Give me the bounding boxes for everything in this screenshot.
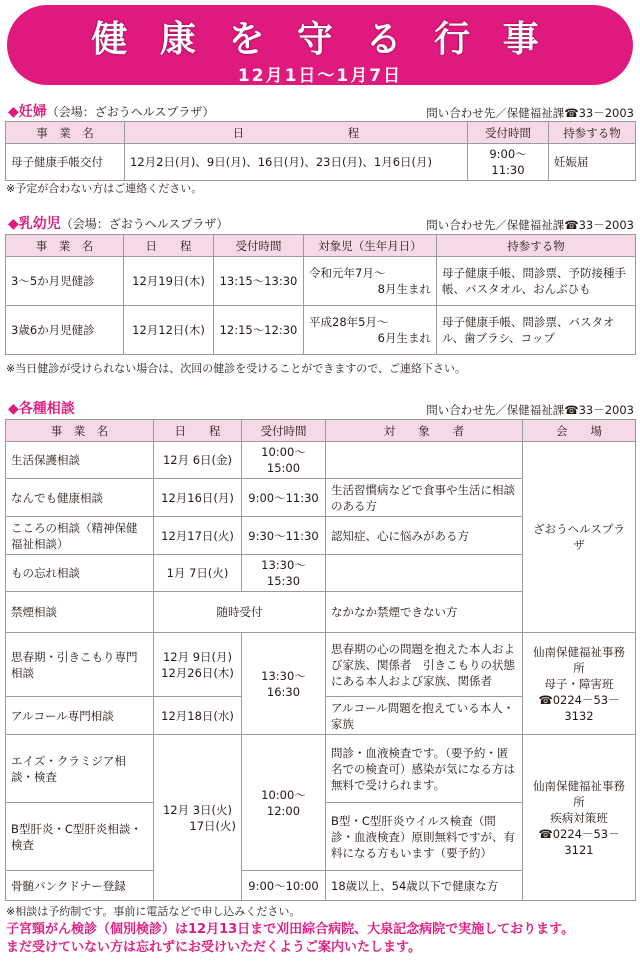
- infant-table: [5, 234, 636, 355]
- section-pregnancy-heading: ◆妊婦（会場：ざおうヘルスプラザ）: [8, 104, 215, 120]
- reception-time: 13:30～15:30: [242, 555, 326, 592]
- header-cell: 日 程: [125, 122, 468, 144]
- event-date: 12月12日(木): [124, 306, 214, 355]
- reception-time: 13:15～13:30: [214, 257, 304, 306]
- target-birth: 平成28年5月～ 6月生まれ: [304, 306, 437, 355]
- venue: ざおうヘルスプラザ: [523, 442, 636, 633]
- event-name: アルコール専門相談: [6, 697, 154, 735]
- reception-time: 10:00～12:00: [242, 735, 326, 871]
- reception-time: 9:30～11:30: [242, 517, 326, 555]
- footer-notice: [6, 921, 574, 957]
- target: B型・C型肝炎ウイルス検査（問診・血液検査）原則無料ですが、有料になる方もいます（要予約）: [326, 803, 523, 871]
- reception-time: 9:00～11:30: [242, 479, 326, 517]
- header-cell: 事 業 名: [6, 420, 154, 442]
- event-name: 思春期・引きこもり専門相談: [6, 633, 154, 697]
- venue: 仙南保健福祉事務所 疾病対策班 ☎0224－53－3121: [523, 735, 636, 901]
- header-cell: 受付時間: [242, 420, 326, 442]
- reception-time: 9:00～11:30: [468, 144, 549, 181]
- target: [326, 442, 523, 479]
- header-cell: 事 業 名: [6, 235, 124, 257]
- event-date: 12月 6日(金): [154, 442, 242, 479]
- reception-time: 13:30～16:30: [242, 633, 326, 735]
- consult-inquiry: 問い合わせ先／保健福祉課☎33－2003: [426, 403, 634, 417]
- header-cell: 日 程: [154, 420, 242, 442]
- header-cell: 持参する物: [437, 235, 636, 257]
- header-cell: 事 業 名: [6, 122, 125, 144]
- target: 18歳以上、54歳以下で健康な方: [326, 871, 523, 901]
- event-name: 母子健康手帳交付: [6, 144, 125, 181]
- pregnancy-inquiry: 問い合わせ先／保健福祉課☎33－2003: [426, 106, 634, 120]
- pregnancy-table: [5, 121, 636, 181]
- table-row: [6, 735, 636, 803]
- target: 生活習慣病などで食事や生活に相談のある方: [326, 479, 523, 517]
- target: 思春期の心の問題を抱えた本人および家族、関係者 引きこもりの状態にある本人および家族、関係者: [326, 633, 523, 697]
- infant-note: ※当日健診が受けられない場合は、次回の健診を受けることができますので、ご連絡下さい。: [6, 362, 466, 375]
- event-date: 12月 3日(火) 17日(火): [154, 735, 242, 901]
- header-cell: 会 場: [523, 420, 636, 442]
- title-banner: [7, 5, 633, 85]
- table-row: [6, 633, 636, 697]
- event-dates: 12月2日(月)、9日(月)、16日(月)、23日(月)、1月6日(月): [125, 144, 468, 181]
- header-cell: 受付時間: [214, 235, 304, 257]
- event-date: 12月18日(水): [154, 697, 242, 735]
- header-cell: 日 程: [124, 235, 214, 257]
- table-row: [6, 306, 636, 355]
- header-cell: 持参する物: [549, 122, 636, 144]
- consult-table: [5, 419, 636, 901]
- date-range: 12月1日～1月7日: [237, 66, 403, 86]
- target: [326, 555, 523, 592]
- table-row: [6, 257, 636, 306]
- infant-inquiry: 問い合わせ先／保健福祉課☎33－2003: [426, 218, 634, 232]
- event-date: 12月16日(月): [154, 479, 242, 517]
- header-cell: 対 象 者: [326, 420, 523, 442]
- target: アルコール問題を抱えている本人・家族: [326, 697, 523, 735]
- event-name: 骨髄バンクドナー登録: [6, 871, 154, 901]
- pregnancy-note: ※予定が合わない方はご連絡ください。: [6, 182, 203, 195]
- event-name: エイズ・クラミジア相談・検査: [6, 735, 154, 803]
- reception-time: 10:00～15:00: [242, 442, 326, 479]
- event-name: 3歳6か月児健診: [6, 306, 124, 355]
- section-consult-heading: ◆各種相談: [8, 401, 75, 417]
- footer-line: まだ受けていない方は忘れずにお受けいただくようご案内いたします。: [6, 940, 421, 955]
- table-row: [6, 442, 636, 479]
- event-name: もの忘れ相談: [6, 555, 154, 592]
- event-name: こころの相談（精神保健福祉相談）: [6, 517, 154, 555]
- items: 母子健康手帳、問診票、バスタオル、歯ブラシ、コップ: [437, 306, 636, 355]
- event-date: 随時受付: [154, 592, 326, 633]
- items: 妊娠届: [549, 144, 636, 181]
- header-cell: 対象児（生年月日）: [304, 235, 437, 257]
- header-cell: 受付時間: [468, 122, 549, 144]
- target: 認知症、心に悩みがある方: [326, 517, 523, 555]
- target: 問診・血液検査です。（要予約・匿名での検査可）感染が気になる方は無料で受けられます。: [326, 735, 523, 803]
- event-name: 禁煙相談: [6, 592, 154, 633]
- event-date: 12月19日(木): [124, 257, 214, 306]
- reception-time: 12:15～12:30: [214, 306, 304, 355]
- section-infant-heading: ◆乳幼児（会場：ざおうヘルスプラザ）: [8, 216, 229, 232]
- event-name: なんでも健康相談: [6, 479, 154, 517]
- items: 母子健康手帳、問診票、予防接種手帳、バスタオル、おんぶひも: [437, 257, 636, 306]
- target-birth: 令和元年7月～ 8月生まれ: [304, 257, 437, 306]
- footer-line: 子宮頸がん検診（個別検診）は12月13日まで刈田綜合病院、大泉記念病院で実施しております。: [6, 922, 575, 937]
- event-name: B型肝炎・C型肝炎相談・検査: [6, 803, 154, 871]
- reception-time: 9:00～10:00: [242, 871, 326, 901]
- event-date: 12月 9日(月) 12月26日(木): [154, 633, 242, 697]
- consult-note: ※相談は予約制です。事前に電話などで申し込みください。: [6, 905, 301, 918]
- event-name: 生活保護相談: [6, 442, 154, 479]
- event-date: 12月17日(火): [154, 517, 242, 555]
- target: なかなか禁煙できない方: [326, 592, 523, 633]
- page-title: 健 康 を 守 る 行 事: [91, 19, 549, 60]
- table-row: [6, 144, 636, 181]
- event-name: 3～5か月児健診: [6, 257, 124, 306]
- event-date: 1月 7日(火): [154, 555, 242, 592]
- venue: 仙南保健福祉事務所 母子・障害班 ☎0224－53－3132: [523, 633, 636, 735]
